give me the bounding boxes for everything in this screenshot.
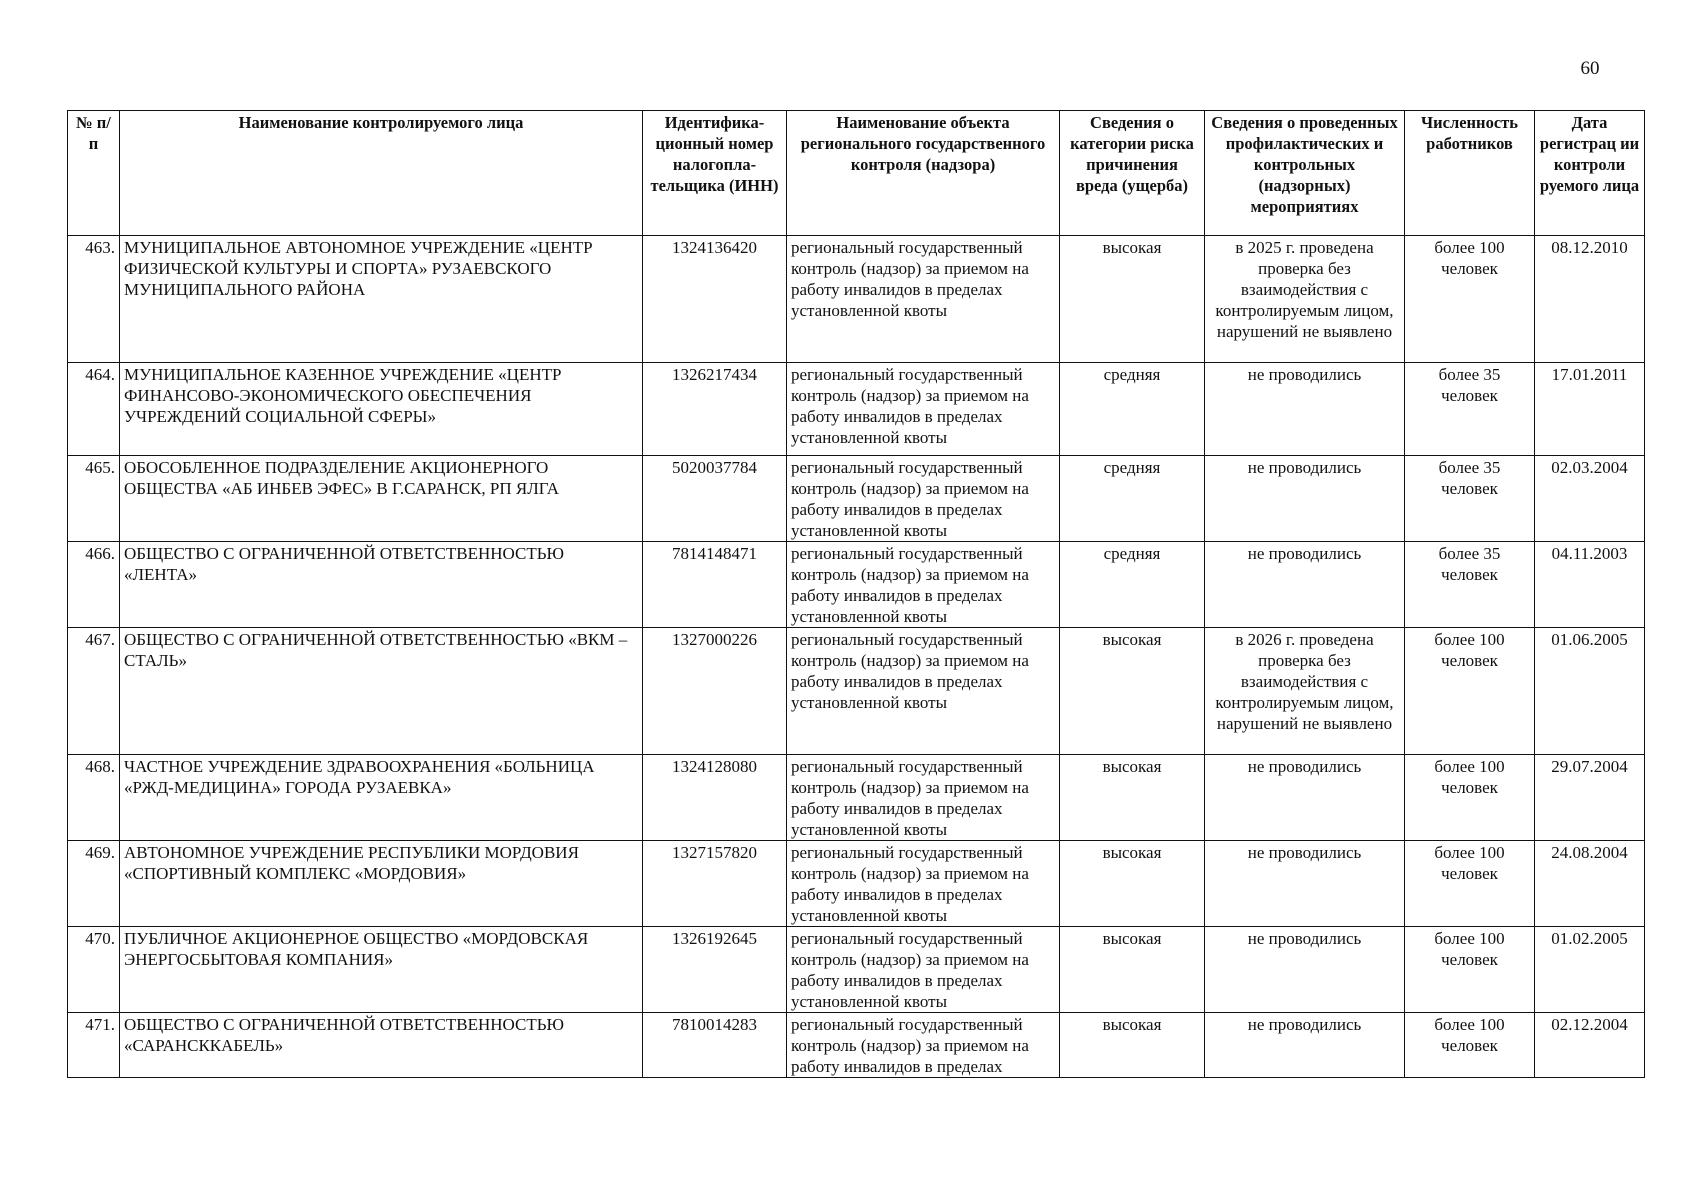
events-info: не проводились xyxy=(1205,363,1405,456)
registration-date: 02.12.2004 xyxy=(1535,1013,1645,1078)
org-name: ОБЩЕСТВО С ОГРАНИЧЕННОЙ ОТВЕТСТВЕННОСТЬЮ «ВКМ – СТАЛЬ» xyxy=(120,628,643,755)
control-object: региональный государственный контроль (надзор) за приемом на работу инвалидов в пределах установленной квоты xyxy=(787,628,1060,755)
registration-date: 29.07.2004 xyxy=(1535,755,1645,841)
staff-count: более 35 человек xyxy=(1405,363,1535,456)
header-org-name: Наименование контролируемого лица xyxy=(120,111,643,236)
control-object: региональный государственный контроль (надзор) за приемом на работу инвалидов в пределах установленной квоты xyxy=(787,363,1060,456)
events-info: не проводились xyxy=(1205,456,1405,542)
risk-category: высокая xyxy=(1060,755,1205,841)
registration-date: 08.12.2010 xyxy=(1535,236,1645,363)
table-row xyxy=(68,927,1645,1013)
control-object: региональный государственный контроль (надзор) за приемом на работу инвалидов в пределах xyxy=(787,1013,1060,1078)
staff-count: более 100 человек xyxy=(1405,755,1535,841)
risk-category: средняя xyxy=(1060,542,1205,628)
inn-value: 1324136420 xyxy=(643,236,787,363)
risk-category: средняя xyxy=(1060,363,1205,456)
risk-category: высокая xyxy=(1060,236,1205,363)
org-name: МУНИЦИПАЛЬНОЕ АВТОНОМНОЕ УЧРЕЖДЕНИЕ «ЦЕНТР ФИЗИЧЕСКОЙ КУЛЬТУРЫ И СПОРТА» РУЗАЕВСКОГО МУНИЦИПАЛЬНОГО РАЙОНА xyxy=(120,236,643,363)
control-object: региональный государственный контроль (надзор) за приемом на работу инвалидов в пределах установленной квоты xyxy=(787,236,1060,363)
org-name: ОБОСОБЛЕННОЕ ПОДРАЗДЕЛЕНИЕ АКЦИОНЕРНОГО ОБЩЕСТВА «АБ ИНБЕВ ЭФЕС» В Г.САРАНСК, РП ЯЛГА xyxy=(120,456,643,542)
events-info: не проводились xyxy=(1205,755,1405,841)
table-row xyxy=(68,542,1645,628)
header-risk-category: Сведения о категории риска причинения вреда (ущерба) xyxy=(1060,111,1205,236)
registration-date: 01.06.2005 xyxy=(1535,628,1645,755)
org-name: ОБЩЕСТВО С ОГРАНИЧЕННОЙ ОТВЕТСТВЕННОСТЬЮ «ЛЕНТА» xyxy=(120,542,643,628)
registration-date: 02.03.2004 xyxy=(1535,456,1645,542)
control-object: региональный государственный контроль (надзор) за приемом на работу инвалидов в пределах установленной квоты xyxy=(787,755,1060,841)
control-object: региональный государственный контроль (надзор) за приемом на работу инвалидов в пределах установленной квоты xyxy=(787,456,1060,542)
org-name: ЧАСТНОЕ УЧРЕЖДЕНИЕ ЗДРАВООХРАНЕНИЯ «БОЛЬНИЦА «РЖД-МЕДИЦИНА» ГОРОДА РУЗАЕВКА» xyxy=(120,755,643,841)
events-info: в 2026 г. проведена проверка без взаимодействия с контролируемым лицом, нарушений не выявлено xyxy=(1205,628,1405,755)
org-name: ПУБЛИЧНОЕ АКЦИОНЕРНОЕ ОБЩЕСТВО «МОРДОВСКАЯ ЭНЕРГОСБЫТОВАЯ КОМПАНИЯ» xyxy=(120,927,643,1013)
registration-date: 17.01.2011 xyxy=(1535,363,1645,456)
row-number: 463. xyxy=(68,236,120,363)
staff-count: более 100 человек xyxy=(1405,1013,1535,1078)
row-number: 466. xyxy=(68,542,120,628)
control-object: региональный государственный контроль (надзор) за приемом на работу инвалидов в пределах установленной квоты xyxy=(787,542,1060,628)
header-num: № п/п xyxy=(68,111,120,236)
inn-value: 7810014283 xyxy=(643,1013,787,1078)
events-info: не проводились xyxy=(1205,841,1405,927)
control-object: региональный государственный контроль (надзор) за приемом на работу инвалидов в пределах установленной квоты xyxy=(787,841,1060,927)
staff-count: более 35 человек xyxy=(1405,542,1535,628)
header-control-object: Наименование объекта регионального государственного контроля (надзора) xyxy=(787,111,1060,236)
risk-category: высокая xyxy=(1060,1013,1205,1078)
table-row xyxy=(68,363,1645,456)
row-number: 465. xyxy=(68,456,120,542)
inn-value: 5020037784 xyxy=(643,456,787,542)
row-number: 470. xyxy=(68,927,120,1013)
row-number: 468. xyxy=(68,755,120,841)
row-number: 471. xyxy=(68,1013,120,1078)
table-row xyxy=(68,456,1645,542)
events-info: не проводились xyxy=(1205,1013,1405,1078)
row-number: 464. xyxy=(68,363,120,456)
table-header-row xyxy=(68,111,1645,236)
table-row xyxy=(68,1013,1645,1078)
inn-value: 1327157820 xyxy=(643,841,787,927)
table-row xyxy=(68,755,1645,841)
header-inn: Идентифика-ционный номер налогопла-тельщика (ИНН) xyxy=(643,111,787,236)
header-reg-date: Дата регистрац ии контроли руемого лица xyxy=(1535,111,1645,236)
org-name: АВТОНОМНОЕ УЧРЕЖДЕНИЕ РЕСПУБЛИКИ МОРДОВИЯ «СПОРТИВНЫЙ КОМПЛЕКС «МОРДОВИЯ» xyxy=(120,841,643,927)
staff-count: более 35 человек xyxy=(1405,456,1535,542)
table-row xyxy=(68,236,1645,363)
inn-value: 7814148471 xyxy=(643,542,787,628)
table-row xyxy=(68,628,1645,755)
registry-table xyxy=(67,110,1645,1078)
org-name: ОБЩЕСТВО С ОГРАНИЧЕННОЙ ОТВЕТСТВЕННОСТЬЮ «САРАНСККАБЕЛЬ» xyxy=(120,1013,643,1078)
inn-value: 1324128080 xyxy=(643,755,787,841)
row-number: 469. xyxy=(68,841,120,927)
staff-count: более 100 человек xyxy=(1405,628,1535,755)
inn-value: 1326192645 xyxy=(643,927,787,1013)
events-info: не проводились xyxy=(1205,927,1405,1013)
risk-category: высокая xyxy=(1060,927,1205,1013)
risk-category: средняя xyxy=(1060,456,1205,542)
events-info: в 2025 г. проведена проверка без взаимодействия с контролируемым лицом, нарушений не выявлено xyxy=(1205,236,1405,363)
registration-date: 04.11.2003 xyxy=(1535,542,1645,628)
org-name: МУНИЦИПАЛЬНОЕ КАЗЕННОЕ УЧРЕЖДЕНИЕ «ЦЕНТР ФИНАНСОВО-ЭКОНОМИЧЕСКОГО ОБЕСПЕЧЕНИЯ УЧРЕЖДЕНИЙ СОЦИАЛЬНОЙ СФЕРЫ» xyxy=(120,363,643,456)
staff-count: более 100 человек xyxy=(1405,236,1535,363)
row-number: 467. xyxy=(68,628,120,755)
header-events: Сведения о проведенных профилактических и контрольных (надзорных) мероприятиях xyxy=(1205,111,1405,236)
events-info: не проводились xyxy=(1205,542,1405,628)
header-staff: Численность работников xyxy=(1405,111,1535,236)
staff-count: более 100 человек xyxy=(1405,841,1535,927)
registration-date: 01.02.2005 xyxy=(1535,927,1645,1013)
inn-value: 1327000226 xyxy=(643,628,787,755)
inn-value: 1326217434 xyxy=(643,363,787,456)
risk-category: высокая xyxy=(1060,628,1205,755)
page-number: 60 xyxy=(1580,58,1600,79)
registration-date: 24.08.2004 xyxy=(1535,841,1645,927)
risk-category: высокая xyxy=(1060,841,1205,927)
control-object: региональный государственный контроль (надзор) за приемом на работу инвалидов в пределах установленной квоты xyxy=(787,927,1060,1013)
table-row xyxy=(68,841,1645,927)
staff-count: более 100 человек xyxy=(1405,927,1535,1013)
